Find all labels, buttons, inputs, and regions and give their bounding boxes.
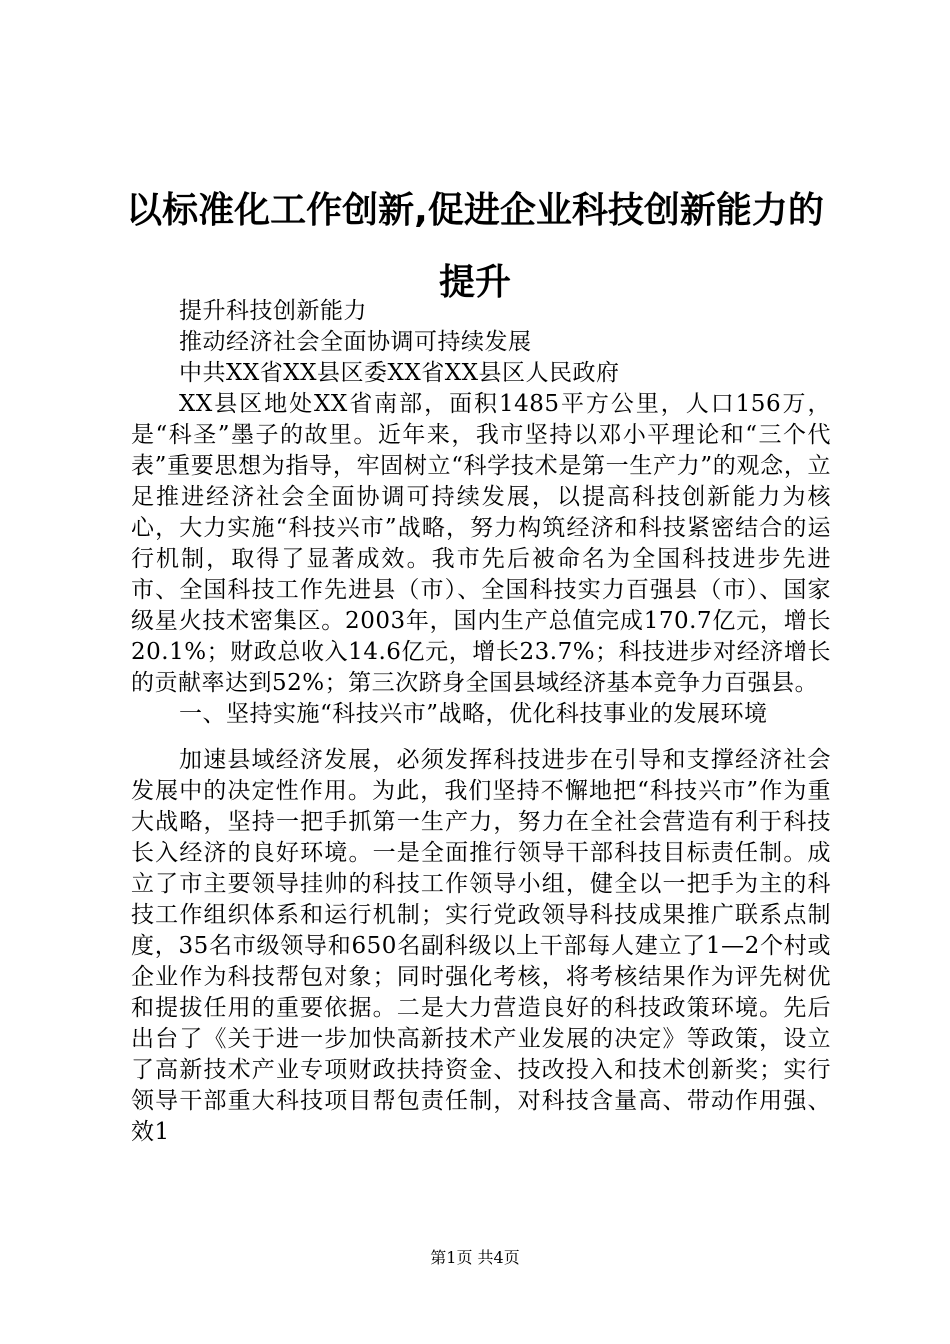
document-title: 以标准化工作创新,促进企业科技创新能力的提升 <box>126 190 824 303</box>
paragraph-author: 中共XX省XX县区委XX省XX县区人民政府 <box>179 360 620 386</box>
paragraph-subtitle-1: 提升科技创新能力 <box>179 298 367 324</box>
paragraph-subtitle-2: 推动经济社会全面协调可持续发展 <box>179 329 532 355</box>
document-body <box>131 296 831 1148</box>
paragraph-section-1: 加速县域经济发展，必须发挥科技进步在引导和支撑经济社会发展中的决定性作用。为此，我们坚持不懈地把“科技兴市”作为重大战略，坚持一把手抓第一生产力，努力在全社会营造有利于科技长入经济的良好环境。一是全面推行领导干部科技目标责任制。成立了市主要领导挂帅的科技工作领导小组，健全以一把手为主的科技工作组织体系和运行机制；实行党政领导科技成果推广联系点制度，35名市级领导和650名副科级以上干部每人建立了1—2个村或企业作为科技帮包对象；同时强化考核，将考核结果作为评先树优和提拔任用的重要依据。二是大力营造良好的科技政策环境。先后出台了《关于进一步加快高新技术产业发展的决定》等政策，设立了高新技术产业专项财政扶持资金、技改投入和技术创新奖；实行领导干部重大科技项目帮包责任制，对科技含量高、带动作用强、效1 <box>131 747 831 1145</box>
paragraph-intro: XX县区地处XX省南部，面积1485平方公里，人口156万，是“科圣”墨子的故里。近年来，我市坚持以邓小平理论和“三个代表”重要思想为指导，牢固树立“科学技术是第一生产力”的观念，立足推进经济社会全面协调可持续发展，以提高科技创新能力为核心，大力实施“科技兴市”战略，努力构筑经济和科技紧密结合的运行机制，取得了显著成效。我市先后被命名为全国科技进步先进市、全国科技工作先进县（市）、全国科技实力百强县（市）、国家级星火技术密集区。2003年，国内生产总值完成170.7亿元，增长20.1%；财政总收入14.6亿元，增长23.7%；科技进步对经济增长的贡献率达到52%；第三次跻身全国县域经济基本竞争力百强县。 <box>131 391 831 696</box>
section-heading-1: 一、坚持实施“科技兴市”战略，优化科技事业的发展环境 <box>179 701 768 727</box>
page-footer: 第1页 共4页 <box>430 1248 520 1267</box>
